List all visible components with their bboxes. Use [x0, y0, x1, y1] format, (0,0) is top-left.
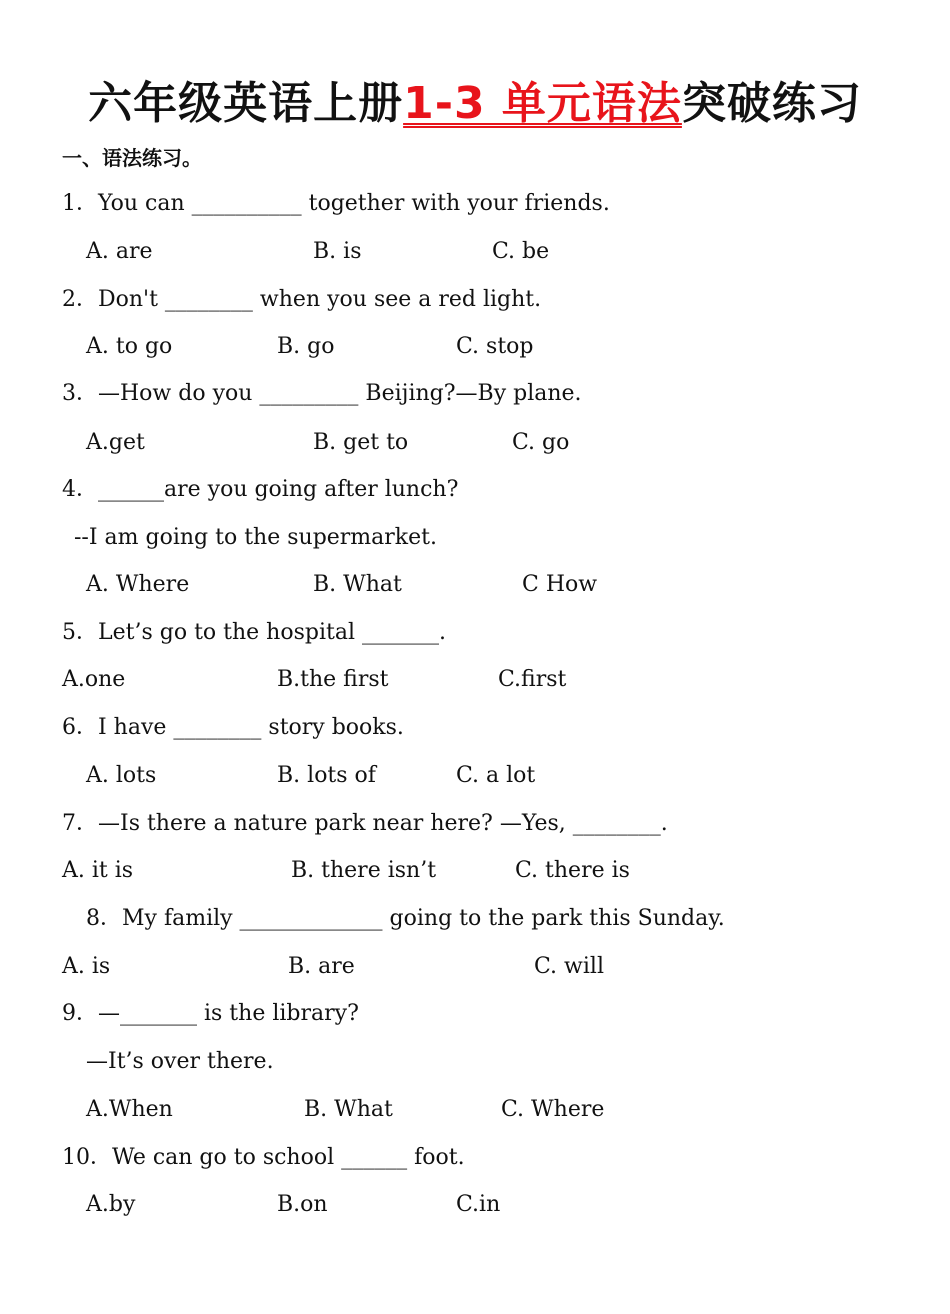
question-2-option-c: C. stop — [456, 334, 534, 359]
title-part2: 突破练习 — [681, 78, 862, 129]
question-7-stem: 7．—Is there a nature park near here? —Yes, ________. — [62, 811, 668, 836]
question-5-option-a: A.one — [62, 667, 126, 692]
question-7-option-b: B. there isn’t — [291, 858, 437, 883]
question-9-answer: —It’s over there. — [86, 1049, 274, 1074]
question-1-option-c: C. be — [492, 239, 550, 264]
question-1-option-a: A. are — [86, 239, 153, 264]
question-9-option-c: C. Where — [501, 1097, 605, 1122]
question-3-option-b: B. get to — [313, 430, 409, 455]
question-3-option-c: C. go — [512, 430, 570, 455]
question-8-option-c: C. will — [534, 954, 604, 979]
question-10-stem: 10．We can go to school ______ foot. — [62, 1145, 465, 1170]
page-title — [0, 76, 950, 132]
question-10-option-a: A.by — [86, 1192, 136, 1217]
question-2-stem: 2．Don't ________ when you see a red light. — [62, 287, 542, 312]
question-5-stem: 5．Let’s go to the hospital _______. — [62, 620, 446, 645]
question-4-answer: --I am going to the supermarket. — [74, 525, 437, 550]
question-4-option-c: C How — [522, 572, 598, 597]
title-highlight: 1-3 单元语法 — [403, 78, 682, 129]
section-heading: 一、语法练习。 — [62, 146, 202, 170]
question-2-option-a: A. to go — [86, 334, 173, 359]
question-1-stem: 1．You can __________ together with your friends. — [62, 191, 610, 216]
question-10-option-c: C.in — [456, 1192, 501, 1217]
question-9-option-b: B. What — [304, 1097, 393, 1122]
question-6-option-a: A. lots — [86, 763, 157, 788]
question-1-option-b: B. is — [313, 239, 362, 264]
question-10-option-b: B.on — [277, 1192, 328, 1217]
question-7-option-a: A. it is — [62, 858, 134, 883]
question-6-option-c: C. a lot — [456, 763, 536, 788]
question-6-stem: 6．I have ________ story books. — [62, 715, 404, 740]
question-4-option-b: B. What — [313, 572, 402, 597]
question-4-stem: 4．______are you going after lunch? — [62, 477, 459, 502]
question-7-option-c: C. there is — [515, 858, 630, 883]
question-3-option-a: A.get — [86, 430, 145, 455]
question-8-stem: 8．My family _____________ going to the park this Sunday. — [86, 906, 725, 931]
question-2-option-b: B. go — [277, 334, 335, 359]
question-9-option-a: A.When — [86, 1097, 173, 1122]
title-part1: 六年级英语上册 — [88, 78, 404, 129]
question-6-option-b: B. lots of — [277, 763, 376, 788]
question-4-option-a: A. Where — [86, 572, 190, 597]
question-8-option-a: A. is — [62, 954, 111, 979]
question-9-stem: 9．—_______ is the library? — [62, 1001, 359, 1026]
question-5-option-b: B.the first — [277, 667, 389, 692]
question-3-stem: 3．—How do you _________ Beijing?—By plane. — [62, 381, 582, 406]
question-5-option-c: C.first — [498, 667, 567, 692]
question-8-option-b: B. are — [288, 954, 355, 979]
